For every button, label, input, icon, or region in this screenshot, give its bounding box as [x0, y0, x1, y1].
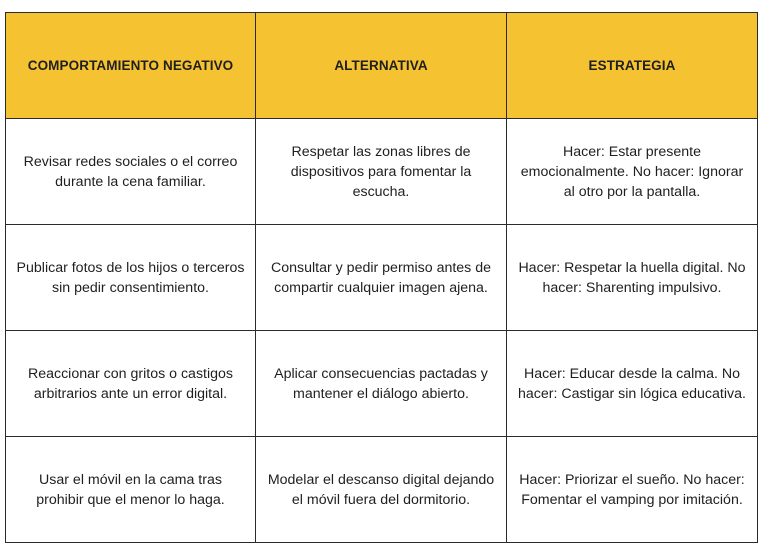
cell-alternativa: Modelar el descanso digital dejando el móvil fuera del dormitorio. — [256, 437, 507, 543]
cell-estrategia: Hacer: Respetar la huella digital. No hacer: Sharenting impulsivo. — [507, 225, 758, 331]
cell-comportamiento: Usar el móvil en la cama tras prohibir que el menor lo haga. — [6, 437, 256, 543]
header-estrategia: ESTRATEGIA — [507, 13, 758, 119]
table-row — [6, 225, 758, 331]
header-comportamiento-negativo: COMPORTAMIENTO NEGATIVO — [6, 13, 256, 119]
behavior-table — [5, 12, 758, 543]
cell-alternativa: Respetar las zonas libres de dispositivos para fomentar la escucha. — [256, 119, 507, 225]
cell-estrategia: Hacer: Estar presente emocionalmente. No hacer: Ignorar al otro por la pantalla. — [507, 119, 758, 225]
table-row — [6, 331, 758, 437]
cell-estrategia: Hacer: Priorizar el sueño. No hacer: Fomentar el vamping por imitación. — [507, 437, 758, 543]
cell-comportamiento: Revisar redes sociales o el correo durante la cena familiar. — [6, 119, 256, 225]
cell-comportamiento: Publicar fotos de los hijos o terceros sin pedir consentimiento. — [6, 225, 256, 331]
cell-estrategia: Hacer: Educar desde la calma. No hacer: Castigar sin lógica educativa. — [507, 331, 758, 437]
header-row — [6, 13, 758, 119]
cell-alternativa: Aplicar consecuencias pactadas y mantener el diálogo abierto. — [256, 331, 507, 437]
header-alternativa: ALTERNATIVA — [256, 13, 507, 119]
cell-comportamiento: Reaccionar con gritos o castigos arbitrarios ante un error digital. — [6, 331, 256, 437]
cell-alternativa: Consultar y pedir permiso antes de compartir cualquier imagen ajena. — [256, 225, 507, 331]
table-row — [6, 119, 758, 225]
table-row — [6, 437, 758, 543]
table-header — [6, 13, 758, 119]
table-body — [6, 119, 758, 543]
